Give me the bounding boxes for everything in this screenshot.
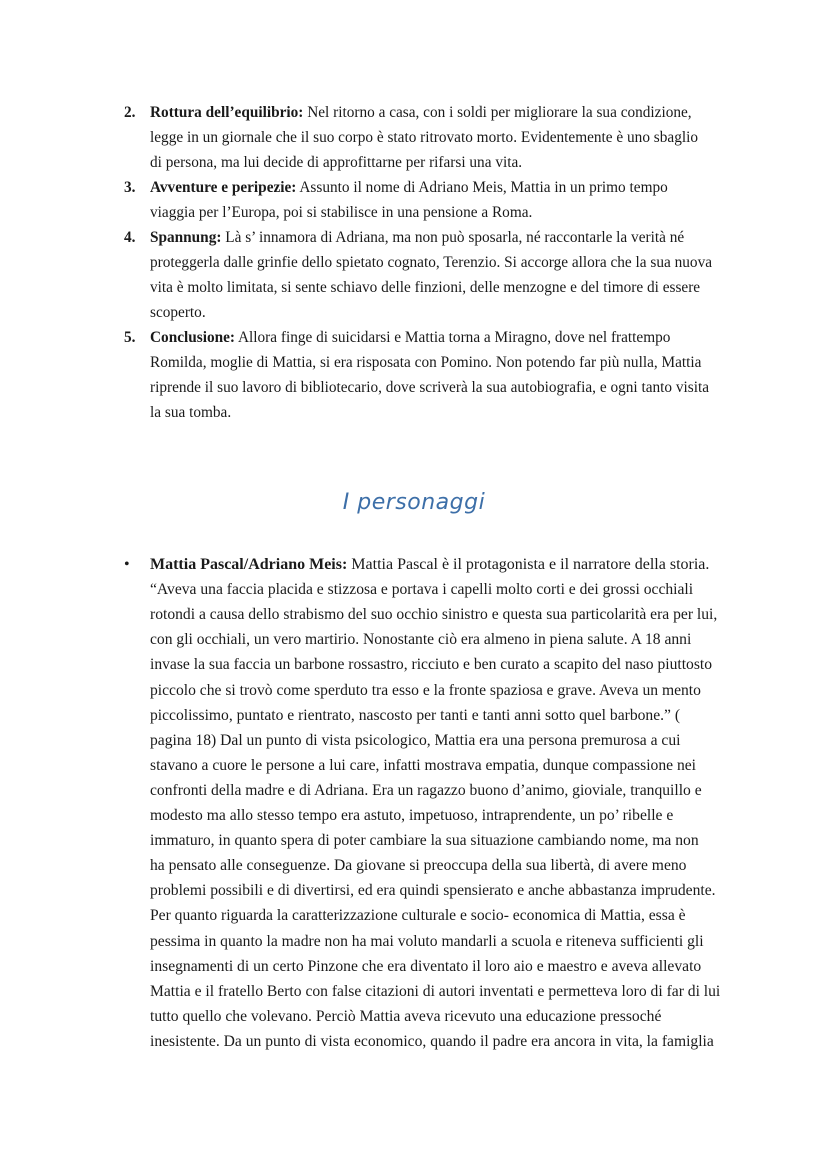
list-number: 4.	[124, 229, 136, 246]
character-text: Mattia Pascal è il protagonista e il narratore della storia.	[347, 556, 710, 573]
list-item-line: viaggia per l’Europa, poi si stabilisce in una pensione a Roma.	[150, 204, 533, 221]
list-item-text: Allora finge di suicidarsi e Mattia torna a Miragno, dove nel frattempo	[235, 329, 671, 346]
bullet-icon: •	[124, 556, 130, 573]
character-text-line: immaturo, in quanto spera di poter cambiare la sua situazione cambiando nome, ma non	[150, 832, 699, 850]
character-text-line: rotondi a causa dello strabismo del suo occhio sinistro e questa sua particolarità era per lui,	[150, 606, 718, 624]
character-text-line: stavano a cuore le persone a lui care, infatti mostrava empatia, dunque compassione nei	[150, 756, 697, 774]
character-text-line: con gli occhiali, un vero martirio. Nonostante ciò era almeno in piena salute. A 18 anni	[150, 631, 692, 649]
list-item-line: vita è molto limitata, si sente schiavo delle finzioni, delle menzogne e del timore di essere	[150, 279, 701, 296]
list-number: 3.	[124, 179, 136, 196]
list-item-title: Rottura dell’equilibrio:	[150, 104, 304, 121]
list-item-line: riprende il suo lavoro di bibliotecario, dove scriverà la sua autobiografia, e ogni tanto visita	[150, 379, 710, 396]
character-text-line: ha pensato alle conseguenze. Da giovane si preoccupa della sua libertà, di avere meno	[150, 857, 687, 875]
list-item-first-line	[150, 103, 692, 123]
character-text-line: piccolissimo, puntato e rientrato, nascosto per tanti e tanti anni sotto quel barbone.” (	[150, 706, 681, 724]
character-first-line	[150, 555, 709, 575]
list-item-line: Romilda, moglie di Mattia, si era risposata con Pomino. Non potendo far più nulla, Mattia	[150, 354, 702, 371]
character-text-line: insegnamenti di un certo Pinzone che era diventato il loro aio e maestro e aveva allevato	[150, 957, 702, 975]
character-text-line: pagina 18) Dal un punto di vista psicologico, Mattia era una persona premurosa a cui	[150, 731, 681, 749]
character-text-line: Mattia e il fratello Berto con false citazioni di autori inventati e permetteva loro di far di lui	[150, 982, 721, 1000]
list-item-text: Nel ritorno a casa, con i soldi per migliorare la sua condizione,	[303, 104, 692, 121]
list-item-title: Conclusione:	[150, 329, 235, 346]
character-text-line: Per quanto riguarda la caratterizzazione culturale e socio- economica di Mattia, essa è	[150, 907, 686, 925]
character-name: Mattia Pascal/Adriano Meis:	[150, 556, 348, 573]
list-item-first-line	[150, 228, 684, 248]
list-item-line: proteggerla dalle grinfie dello spietato cognato, Terenzio. Si accorge allora che la sua nuova	[150, 254, 713, 271]
list-item-line: legge in un giornale che il suo corpo è stato ritrovato morto. Evidentemente è uno sbaglio	[150, 129, 698, 146]
list-item-text: Là s’ innamora di Adriana, ma non può sposarla, né raccontarle la verità né	[221, 229, 685, 246]
character-text-line: problemi possibili e di divertirsi, ed era quindi spensierato e anche abbastanza imprudente.	[150, 882, 716, 900]
character-text-line: piccolo che si trovò come sperduto tra esso e la fronte spaziosa e grave. Aveva un mento	[150, 681, 701, 699]
character-text-line: tutto quello che volevano. Perciò Mattia aveva ricevuto una educazione pressoché	[150, 1007, 662, 1025]
character-text-line: “Aveva una faccia placida e stizzosa e portava i capelli molto corti e dei grossi occhiali	[150, 581, 694, 599]
list-item-line: scoperto.	[150, 304, 206, 321]
list-item-text: Assunto il nome di Adriano Meis, Mattia in un primo tempo	[296, 179, 668, 196]
character-text-line: modesto ma allo stesso tempo era astuto, impetuoso, intraprendente, un po’ ribelle e	[150, 807, 674, 824]
section-heading: I personaggi	[342, 490, 486, 515]
character-text-line: inesistente. Da un punto di vista economico, quando il padre era ancora in vita, la famiglia	[150, 1032, 714, 1050]
list-number: 5.	[124, 329, 136, 346]
list-item-line: la sua tomba.	[150, 404, 232, 421]
list-item-line: di persona, ma lui decide di approfittarne per rifarsi una vita.	[150, 154, 523, 171]
list-item-title: Avventure e peripezie:	[150, 179, 297, 196]
list-item-title: Spannung:	[150, 229, 222, 246]
list-item-first-line	[150, 328, 670, 348]
character-text-line: pessima in quanto la madre non ha mai voluto mandarli a scuola e riteneva sufficienti gli	[150, 932, 704, 950]
list-number: 2.	[124, 104, 136, 121]
character-text-line: confronti della madre e di Adriana. Era un ragazzo buono d’animo, gioviale, tranquillo e	[150, 781, 702, 799]
character-text-line: invase la sua faccia un barbone rossastro, ricciuto e ben curato a scapito del naso piuttosto	[150, 656, 713, 674]
list-item-first-line	[150, 178, 668, 198]
